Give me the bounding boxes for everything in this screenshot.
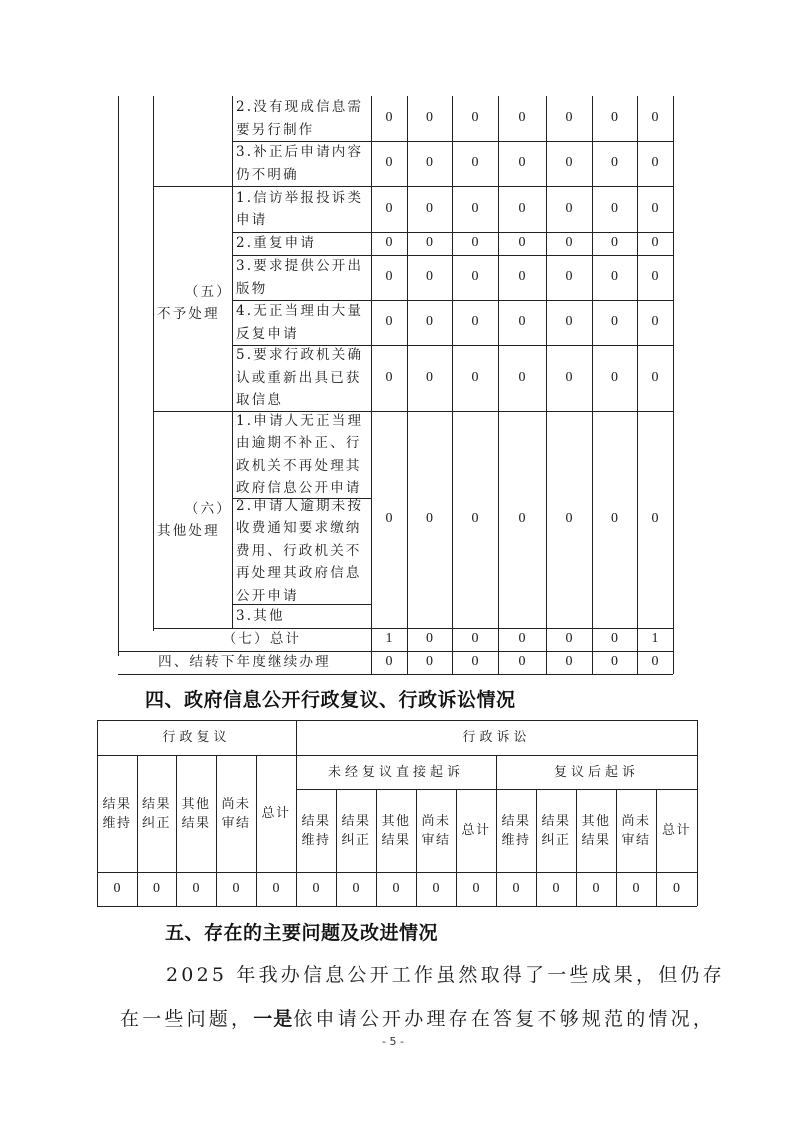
column-label: 尚未审结 (621, 813, 651, 848)
column-label: 结果纠正 (541, 813, 571, 848)
value-cell: 0 (471, 155, 479, 171)
value-cell: 0 (385, 269, 393, 285)
value-cell: 0 (432, 880, 440, 896)
carry-value-cell: 0 (518, 654, 526, 670)
value-cell: 0 (673, 880, 680, 896)
table-border (118, 674, 673, 675)
after-review-header: 复议后起诉 (553, 764, 639, 780)
value-cell: 0 (232, 880, 240, 896)
carry-value-cell: 0 (611, 654, 618, 670)
value-cell: 0 (651, 314, 659, 330)
value-cell: 0 (426, 269, 433, 285)
direct-suit-header: 未经复议直接起诉 (327, 764, 464, 780)
table-border (118, 96, 119, 656)
value-cell: 0 (565, 235, 573, 251)
total-value-cell: 1 (385, 631, 393, 647)
table-border (673, 96, 674, 674)
column-label: 结果维持 (301, 813, 331, 848)
column-label: 结果维持 (102, 796, 132, 831)
row-label: 1.信访举报投诉类申请 (236, 189, 364, 228)
value-cell: 0 (651, 110, 659, 126)
column-label: 尚未审结 (421, 813, 451, 848)
value-cell: 0 (651, 200, 659, 216)
group-label-no-processing (154, 281, 232, 325)
paragraph-line: 2025 年我办信息公开工作虽然取得了一些成果，但仍存 (166, 964, 725, 986)
group-number: （五） (184, 284, 232, 300)
value-cell: 0 (611, 200, 618, 216)
value-cell: 0 (651, 155, 659, 171)
table-border (697, 720, 698, 906)
value-cell: 0 (565, 155, 573, 171)
value-cell: 0 (518, 235, 526, 251)
total-value-cell: 0 (471, 631, 479, 647)
value-cell: 0 (611, 235, 618, 251)
value-cell: 0 (651, 269, 659, 285)
value-cell: 0 (472, 880, 480, 896)
value-cell: 0 (518, 314, 526, 330)
value-cell: 0 (153, 880, 160, 896)
carry-value-cell: 0 (565, 654, 573, 670)
column-label: 结果维持 (501, 813, 531, 848)
column-label: 总计 (661, 823, 691, 838)
group-title: 不予处理 (157, 306, 220, 322)
value-cell: 0 (385, 110, 393, 126)
value-cell: 0 (192, 880, 200, 896)
value-cell: 0 (385, 200, 393, 216)
value-cell: 0 (651, 511, 659, 527)
value-cell: 0 (426, 314, 433, 330)
value-cell: 0 (518, 269, 526, 285)
value-cell: 0 (385, 155, 393, 171)
value-cell: 0 (565, 369, 573, 385)
column-label: 结果纠正 (141, 796, 171, 831)
value-cell: 0 (565, 269, 573, 285)
value-cell: 0 (565, 314, 573, 330)
total-value-cell: 0 (611, 631, 618, 647)
total-label: （七）总计 (222, 631, 302, 648)
total-value-cell: 0 (518, 631, 526, 647)
value-cell: 0 (611, 155, 618, 171)
paragraph-line (120, 1004, 715, 1031)
column-label: 尚未审结 (221, 796, 251, 831)
carry-value-cell: 0 (385, 654, 393, 670)
value-cell: 0 (518, 110, 526, 126)
paragraph-text: 依申请公开办理存在答复不够规范的情况， (293, 1008, 716, 1030)
row-label: 2.没有现成信息需要另行制作 (236, 99, 364, 138)
value-cell: 0 (426, 155, 433, 171)
row-label: 4.无正当理由大量反复申请 (236, 303, 364, 342)
column-label: 总计 (461, 823, 491, 838)
value-cell: 0 (471, 269, 479, 285)
value-cell: 0 (651, 235, 659, 251)
value-cell: 0 (611, 269, 618, 285)
group-label-other-processing (154, 498, 232, 542)
row-label: 1.申请人无正当理由逾期不补正、行政机关不再处理其政府信息公开申请 (236, 412, 364, 496)
carry-value-cell: 0 (471, 654, 479, 670)
value-cell: 0 (518, 511, 526, 527)
value-cell: 0 (565, 110, 573, 126)
carry-over-label: 四、结转下年度继续办理 (158, 654, 331, 671)
table-border (97, 906, 697, 907)
column-label: 其他结果 (581, 813, 611, 848)
value-cell: 0 (113, 880, 121, 896)
value-cell: 0 (272, 880, 280, 896)
value-cell: 0 (518, 155, 526, 171)
carry-value-cell: 0 (426, 654, 433, 670)
total-value-cell: 0 (426, 631, 433, 647)
value-cell: 0 (565, 511, 573, 527)
value-cell: 0 (385, 235, 393, 251)
row-label: 3.补正后申请内容仍不明确 (236, 144, 364, 183)
value-cell: 0 (426, 200, 433, 216)
value-cell: 0 (471, 314, 479, 330)
value-cell: 0 (611, 511, 618, 527)
section5-heading: 五、存在的主要问题及改进情况 (165, 922, 439, 944)
row-label: 2.申请人逾期未按收费通知要求缴纳费用、行政机关不再处理其政府信息公开申请 (236, 497, 364, 604)
value-cell: 0 (611, 314, 618, 330)
section4-heading: 四、政府信息公开行政复议、行政诉讼情况 (145, 689, 516, 711)
value-cell: 0 (312, 880, 320, 896)
value-cell: 0 (426, 110, 433, 126)
admin-review-header: 行政复议 (162, 730, 231, 745)
row-label: 3.其他 (236, 607, 285, 624)
value-cell: 0 (392, 880, 400, 896)
column-label: 其他结果 (181, 796, 211, 831)
row-label: 2.重复申请 (236, 235, 317, 252)
value-cell: 0 (426, 511, 433, 527)
carry-value-cell: 0 (651, 654, 659, 670)
value-cell: 0 (471, 200, 479, 216)
value-cell: 0 (385, 369, 393, 385)
value-cell: 0 (632, 880, 640, 896)
row-label: 3.要求提供公开出版物 (236, 258, 364, 297)
total-value-cell: 1 (651, 631, 659, 647)
value-cell: 0 (651, 369, 659, 385)
value-cell: 0 (426, 235, 433, 251)
column-label: 结果纠正 (341, 813, 371, 848)
total-value-cell: 0 (565, 631, 573, 647)
admin-litigation-header: 行政诉讼 (462, 730, 531, 745)
value-cell: 0 (518, 369, 526, 385)
value-cell: 0 (565, 200, 573, 216)
emphasis-text: 一是 (253, 1008, 294, 1030)
group-number: （六） (184, 501, 232, 517)
value-cell: 0 (512, 880, 520, 896)
value-cell: 0 (552, 880, 560, 896)
value-cell: 0 (611, 369, 618, 385)
value-cell: 0 (471, 235, 479, 251)
page-number: - 5 - (382, 1035, 404, 1048)
value-cell: 0 (611, 110, 618, 126)
value-cell: 0 (385, 511, 393, 527)
row-label: 5.要求行政机关确认或重新出具已获取信息 (236, 347, 364, 409)
value-cell: 0 (471, 511, 479, 527)
value-cell: 0 (352, 880, 360, 896)
value-cell: 0 (426, 369, 433, 385)
value-cell: 0 (471, 369, 479, 385)
value-cell: 0 (518, 200, 526, 216)
value-cell: 0 (385, 314, 393, 330)
value-cell: 0 (592, 880, 600, 896)
table-border (153, 96, 154, 631)
paragraph-text: 在一些问题， (120, 1008, 254, 1030)
column-label: 其他结果 (381, 813, 411, 848)
group-title: 其他处理 (157, 523, 220, 539)
column-label: 总计 (261, 806, 291, 821)
value-cell: 0 (471, 110, 479, 126)
